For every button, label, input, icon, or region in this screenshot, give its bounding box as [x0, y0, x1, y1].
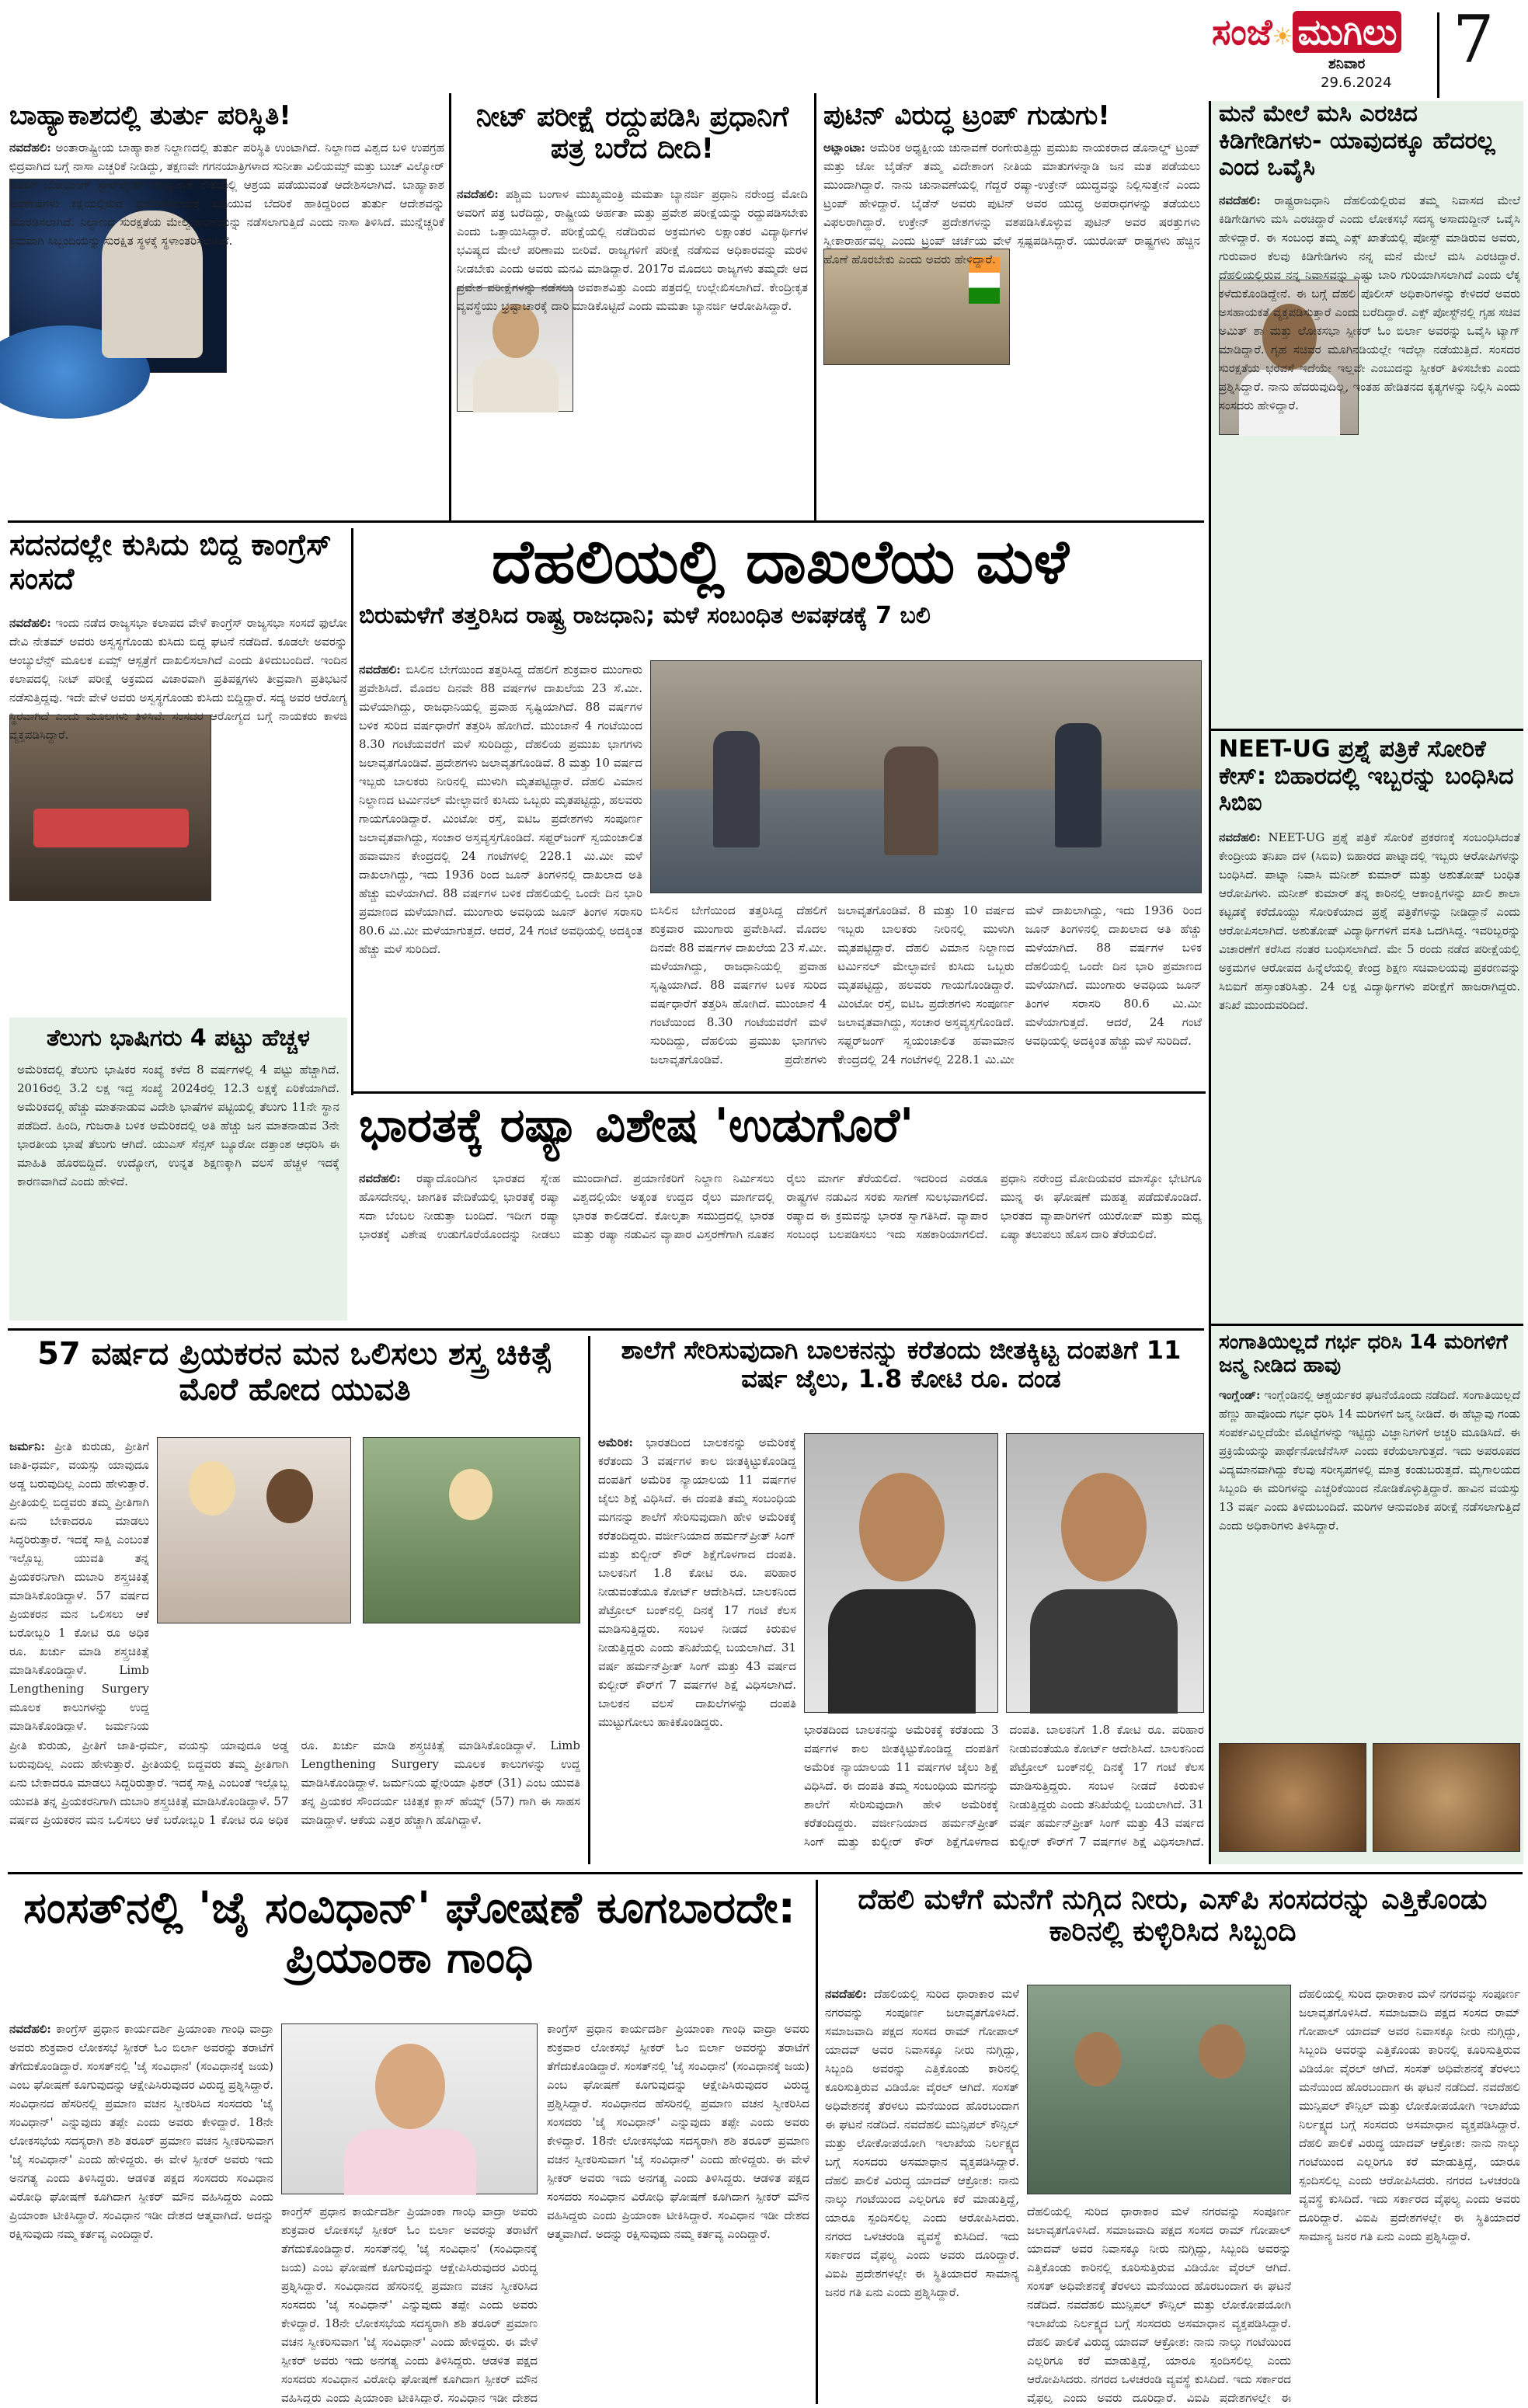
logo-left: ಸಂಜೆ	[1212, 11, 1272, 53]
body-text: ದೆಹಲಿಯಲ್ಲಿ ಸುರಿದ ಧಾರಾಕಾರ ಮಳೆ ನಗರವನ್ನು ಸಂಪೂರ್ಣ ಜಲಾವೃತಗೊಳಿಸಿದೆ. ಸಮಾಜವಾದಿ ಪಕ್ಷದ ಸಂಸದ ರಾಮ್ ಗೋಪಾಲ್ ಯಾದವ್ ಅವರ ನಿವಾಸಕ್ಕೂ ನೀರು ನುಗ್ಗಿದ್ದು, ಸಿಬ್ಬಂದಿ ಅವರನ್ನು ಎತ್ತಿಕೊಂಡು ಕಾರಿನಲ್ಲಿ ಕೂರಿಸುತ್ತಿರುವ ವಿಡಿಯೋ ವೈರಲ್ ಆಗಿದೆ. ಸಂಸತ್ ಅಧಿವೇಶನಕ್ಕೆ ತೆರಳಲು ಮನೆಯಿಂದ ಹೊರಬಂದಾಗ ಈ ಘಟನೆ ನಡೆದಿದೆ. ನವದೆಹಲಿ ಮುನ್ಸಿಪಲ್ ಕೌನ್ಸಿಲ್ ಮತ್ತು ಲೋಕೋಪಯೋಗಿ ಇಲಾಖೆಯ ನಿರ್ಲಕ್ಷ್ಯದ ಬಗ್ಗೆ ಸಂಸದರು ಅಸಮಾಧಾನ ವ್ಯಕ್ತಪಡಿಸಿದ್ದಾರೆ. ದೆಹಲಿ ಪಾಲಿಕೆ ವಿರುದ್ಧ ಯಾದವ್ ಆಕ್ರೋಶ: ನಾನು ನಾಲ್ಕು ಗಂಟೆಯಿಂದ ಎಲ್ಲರಿಗೂ ಕರೆ ಮಾಡುತ್ತಿದ್ದೆ, ಯಾರೂ ಸ್ಪಂದಿಸಲಿಲ್ಲ ಎಂದು ಆರೋಪಿಸಿದರು. ನಗರದ ಒಳಚರಂಡಿ ವ್ಯವಸ್ಥೆ ಕುಸಿದಿದೆ. ಇದು ಸರ್ಕಾರದ ವೈಫಲ್ಯ ಎಂದು ಅವರು ದೂರಿದ್ದಾರೆ. ವಿಐಪಿ ಪ್ರದೇಶಗಳಲ್ಲೇ ಈ	[1027, 2204, 1291, 2404]
person-head	[1199, 2024, 1245, 2079]
article-body	[1219, 828, 1520, 1319]
column-rule	[351, 528, 353, 1095]
person-body	[828, 1589, 976, 1714]
snake-photo-1	[1219, 1743, 1366, 1852]
sidebar	[1209, 101, 1523, 1864]
article-body-continued	[650, 901, 1202, 1087]
headline: NEET-UG ಪ್ರಶ್ನೆ ಪತ್ರಿಕೆ ಸೋರಿಕೆ ಕೇಸ್: ಬಿಹಾರದಲ್ಲಿ ಇಬ್ಬರನ್ನು ಬಂಧಿಸಿದ ಸಿಬಿಐ	[1219, 736, 1514, 816]
article-body-continued	[281, 2202, 538, 2404]
article-telugu	[9, 1018, 347, 1321]
article-body	[598, 1433, 796, 1864]
dateline: ನವದೆಹಲಿ:	[9, 141, 51, 155]
person-body	[344, 2129, 476, 2195]
priyanka-photo	[281, 2023, 538, 2194]
couple-photo	[157, 1437, 351, 1623]
article-couple	[598, 1336, 1204, 1864]
person-head	[189, 1461, 235, 1515]
article-congress-mp	[9, 528, 347, 1014]
article-body	[359, 1169, 1202, 1324]
article-space	[9, 101, 444, 517]
masthead-date: 29.6.2024	[1321, 75, 1392, 91]
article-sp-mp	[825, 1884, 1520, 2404]
headline: ಭಾರತಕ್ಕೆ ರಷ್ಯಾ ವಿಶೇಷ 'ಉಡುಗೊರೆ'	[359, 1098, 914, 1153]
people-silhouette	[1055, 723, 1102, 847]
article-body	[9, 138, 444, 517]
headline: 57 ವರ್ಷದ ಪ್ರಿಯಕರನ ಮನ ಒಲಿಸಲು ಶಸ್ತ್ರ ಚಿಕಿತ್ಸೆ ಮೊರೆ ಹೋದ ಯುವತಿ	[37, 1336, 552, 1408]
row-rule	[1211, 729, 1523, 731]
article-body: ಅಮೆರಿಕದಲ್ಲಿ ತೆಲುಗು ಭಾಷಿಕರ ಸಂಖ್ಯೆ ಕಳೆದ 8 ವರ್ಷಗಳಲ್ಲಿ 4 ಪಟ್ಟು ಹೆಚ್ಚಾಗಿದೆ. 2016ರಲ್ಲಿ 3.2 ಲಕ್ಷ ಇದ್ದ ಸಂಖ್ಯೆ 2024ರಲ್ಲಿ 12.3 ಲಕ್ಷಕ್ಕೆ ಏರಿಕೆಯಾಗಿದೆ. ಅಮೆರಿಕದಲ್ಲಿ ಹೆಚ್ಚು ಮಾತನಾಡುವ ವಿದೇಶಿ ಭಾಷೆಗಳ ಪಟ್ಟಿಯಲ್ಲಿ ತೆಲುಗು 11ನೇ ಸ್ಥಾನ ಪಡೆದಿದೆ. ಹಿಂದಿ, ಗುಜರಾತಿ ಬಳಿಕ ಅಮೆರಿಕದಲ್ಲಿ ಅತಿ ಹೆಚ್ಚು ಜನ ಮಾತನಾಡುವ 3ನೇ ಭಾರತೀಯ ಭಾಷೆ ತೆಲುಗು ಆಗಿದೆ. ಯುಎಸ್ ಸೆನ್ಸಸ್ ಬ್ಯೂರೋ ದತ್ತಾಂಶ ಆಧರಿಸಿ ಈ ಮಾಹಿತಿ ಹೊರಬಿದ್ದಿದೆ. ಉದ್ಯೋಗ, ಉನ್ನತ ಶಿಕ್ಷಣಕ್ಕಾಗಿ ವಲಸೆ ಹೆಚ್ಚಳ ಇದಕ್ಕೆ ಕಾರಣವಾಗಿದೆ ಎಂದು ಹೇಳಿದೆ.	[17, 1062, 339, 1188]
headline: ಶಾಲೆಗೆ ಸೇರಿಸುವುದಾಗಿ ಬಾಲಕನನ್ನು ಕರೆತಂದು ಜೀತಕ್ಕಿಟ್ಟ ದಂಪತಿಗೆ 11 ವರ್ಷ ಜೈಲು, 1.8 ಕೋಟಿ ರೂ. ದಂಡ	[621, 1335, 1182, 1394]
headline: ಪುಟಿನ್ ವಿರುದ್ಧ ಟ್ರಂಪ್ ಗುಡುಗು!	[823, 100, 1110, 131]
article-pregnant	[1219, 1331, 1520, 1860]
body-text: ಪಶ್ಚಿಮ ಬಂಗಾಳ ಮುಖ್ಯಮಂತ್ರಿ ಮಮತಾ ಬ್ಯಾನರ್ಜಿ ಪ್ರಧಾನಿ ನರೇಂದ್ರ ಮೋದಿ ಅವರಿಗೆ ಪತ್ರ ಬರೆದಿದ್ದು, ರಾಷ್ಟ್ರೀಯ ಅರ್ಹತಾ ಮತ್ತು ಪ್ರವೇಶ ಪರೀಕ್ಷೆಯನ್ನು ರದ್ದುಪಡಿಸಬೇಕು ಎಂದು ಒತ್ತಾಯಿಸಿದ್ದಾರೆ. ಪರೀಕ್ಷೆಯಲ್ಲಿ ನಡೆದಿರುವ ಅಕ್ರಮಗಳು ಲಕ್ಷಾಂತರ ವಿದ್ಯಾರ್ಥಿಗಳ ಭವಿಷ್ಯದ ಮೇಲೆ ಪರಿಣಾಮ ಬೀರಿವೆ. ರಾಜ್ಯಗಳಿಗೆ ಪರೀಕ್ಷೆ ನಡೆಸುವ ಅಧಿಕಾರವನ್ನು ಮರಳಿ ನೀಡಬೇಕು ಎಂದು ಅವರು ಮನವಿ ಮಾಡಿದ್ದಾರೆ. 2017ರ ಮೊದಲು ರಾಜ್ಯಗಳು ತಮ್ಮದೇ ಆದ ಪ್ರವೇಶ ಪರೀಕ್ಷೆಗಳನ್ನು ನಡೆಸಲು ಅವಕಾಶವಿತ್ತು ಎಂದು ಪತ್ರದಲ್ಲಿ ಉಲ್ಲೇಖಿಸಲಾಗಿದೆ. ಕೇಂದ್ರೀಕೃತ ವ್ಯವಸ್ಥೆಯು ಭ್ರಷ್ಟಾಚಾರಕ್ಕೆ ದಾರಿ ಮಾಡಿಕೊಟ್ಟಿದೆ ಎಂದು ಮಮತಾ ಬ್ಯಾನರ್ಜಿ ಆರೋಪಿಸಿದ್ದಾರೆ.	[457, 187, 808, 313]
people-silhouette	[884, 746, 938, 855]
masthead-divider	[1437, 12, 1439, 98]
article-body	[1219, 191, 1520, 652]
article-body	[1219, 1386, 1520, 1735]
headline: ತೆಲುಗು ಭಾಷಿಗರು 4 ಪಟ್ಟು ಹೆಚ್ಚಳ	[47, 1025, 310, 1052]
article-priyanka	[9, 1884, 809, 2404]
body-text: ಇಂಗ್ಲೆಂಡಿನಲ್ಲಿ ಆಶ್ಚರ್ಯಕರ ಘಟನೆಯೊಂದು ನಡೆದಿದೆ. ಸಂಗಾತಿಯಿಲ್ಲದೆ ಹೆಣ್ಣು ಹಾವೊಂದು ಗರ್ಭ ಧರಿಸಿ 14 ಮರಿಗಳಿಗೆ ಜನ್ಮ ನೀಡಿದೆ. ಈ ಹೆಬ್ಬಾವು ಗಂಡು ಸಂಪರ್ಕವಿಲ್ಲದೆಯೇ ಮೊಟ್ಟೆಗಳನ್ನು ಇಟ್ಟಿದ್ದು ವಿಜ್ಞಾನಿಗಳಿಗೆ ಅಚ್ಚರಿ ಮೂಡಿಸಿದೆ. ಈ ಪ್ರಕ್ರಿಯೆಯನ್ನು ಪಾರ್ಥೆನೋಜೆನೆಸಿಸ್ ಎಂದು ಕರೆಯಲಾಗುತ್ತದೆ. ಇದು ಅಪರೂಪದ ವಿದ್ಯಮಾನವಾಗಿದ್ದು ಕೆಲವು ಸರೀಸೃಪಗಳಲ್ಲಿ ಮಾತ್ರ ಕಂಡುಬರುತ್ತದೆ. ಮೃಗಾಲಯದ ಸಿಬ್ಬಂದಿ ಈ ಮರಿಗಳನ್ನು ಎಚ್ಚರಿಕೆಯಿಂದ ನೋಡಿಕೊಳ್ಳುತ್ತಿದ್ದಾರೆ. ಹಾವಿನ ವಯಸ್ಸು 13 ವರ್ಷ ಎಂದು ತಿಳಿದುಬಂದಿದೆ. ಮರಿಗಳ ಆನುವಂಶಿಕ ಪರೀಕ್ಷೆ ನಡೆಸಲಾಗುತ್ತಿದೆ ಎಂದು ಅಧಿಕಾರಿಗಳು ತಿಳಿಸಿದ್ದಾರೆ.	[1219, 1388, 1520, 1533]
article-putin	[823, 101, 1200, 517]
headline: ಮನೆ ಮೇಲೆ ಮಸಿ ಎರಚಿದ ಕಿಡಿಗೇಡಿಗಳು- ಯಾವುದಕ್ಕೂ ಹೆದರಲ್ಲ ಎಂದ ಒವೈಸಿ	[1219, 100, 1495, 181]
body-text: ಬಿಸಿಲಿನ ಬೇಗೆಯಿಂದ ತತ್ತರಿಸಿದ್ದ ದೆಹಲಿಗೆ ಶುಕ್ರವಾರ ಮುಂಗಾರು ಪ್ರವೇಶಿಸಿದೆ. ಮೊದಲ ದಿನವೇ 88 ವರ್ಷಗಳ ದಾಖಲೆಯ 23 ಸೆ.ಮೀ. ಮಳೆಯಾಗಿದ್ದು, ರಾಜಧಾನಿಯಲ್ಲಿ ಪ್ರವಾಹ ಸೃಷ್ಟಿಯಾಗಿದೆ. 88 ವರ್ಷಗಳ ಬಳಿಕ ಸುರಿದ ವರ್ಷಧಾರೆಗೆ ತತ್ತರಿಸಿ ಹೋಗಿದೆ. ಮುಂಜಾನೆ 4 ಗಂಟೆಯಿಂದ 8.30 ಗಂಟೆಯವರೆಗೆ ಮಳೆ ಸುರಿದಿದ್ದು, ದೆಹಲಿಯ ಪ್ರಮುಖ ಭಾಗಗಳು ಜಲಾವೃತಗೊಂಡಿವೆ. ಪ್ರದೇಶಗಳು ಜಲಾವೃತಗೊಂಡಿವೆ. 8 ಮತ್ತು 10 ವರ್ಷದ ಇಬ್ಬರು ಬಾಲಕರು ನೀರಿನಲ್ಲಿ ಮುಳುಗಿ ಮೃತಪಟ್ಟಿದ್ದಾರೆ. ದೆಹಲಿ ವಿಮಾನ ನಿಲ್ದಾಣದ ಟರ್ಮಿನಲ್ ಮೇಲ್ಛಾವಣಿ ಕುಸಿದು ಒಬ್ಬರು ಮೃತಪಟ್ಟಿದ್ದು, ಹಲವರು ಗಾಯಗೊಂಡಿದ್ದಾರೆ. ಮಿಂಟೋ ರಸ್ತೆ, ಐಟಿಒ ಪ್ರದೇಶಗಳು ಸಂಪೂರ್ಣ ಜಲಾವೃತವಾಗಿದ್ದು, ಸಂಚಾರ ಅಸ್ತವ್ಯಸ್ತಗೊಂಡಿದೆ. ಸಫ್ದರ್‌ಜಂಗ್ ಸ್ವಯಂಚಾಲಿತ ಹವಾಮಾನ ಕೇಂದ್ರದಲ್ಲಿ 24 ಗಂಟೆಗಳಲ್ಲಿ 228.1 ಮಿ.ಮೀ ಮಳೆ ದಾಖಲಾಗಿದ್ದು, ಇದು 1936 ರಿಂದ ಜೂನ್ ತಿಂಗಳಿನಲ್ಲಿ ದಾಖಲಾದ ಅತಿ ಹೆಚ್ಚು ಮಳೆಯಾಗಿದೆ. 88 ವರ್ಷಗಳ ಬಳಿಕ ದೆಹಲಿಯಲ್ಲಿ ಒಂದೇ ದಿನ ಭಾರಿ ಪ್ರಮಾಣದ ಮಳೆಯಾಗಿದೆ. ಮುಂಗಾರು ಅವಧಿಯ ಜೂನ್ ತಿಂಗಳ ಸರಾಸರಿ 80.6 ಮಿ.ಮೀ ಮಳೆಯಾಗುತ್ತದೆ. ಆದರೆ, 24 ಗಂಟೆ ಅವಧಿಯಲ್ಲಿ ಅದಕ್ಕಿಂತ ಹೆಚ್ಚು ಮಳೆ ಸುರಿದಿದೆ.	[650, 903, 1202, 1067]
body-text: ರಷ್ಯಾದೊಂದಿಗಿನ ಭಾರತದ ಸ್ನೇಹ ಹೊಸದೇನಲ್ಲ. ಜಾಗತಿಕ ವೇದಿಕೆಯಲ್ಲಿ ಭಾರತಕ್ಕೆ ರಷ್ಯಾ ಸದಾ ಬೆಂಬಲ ನೀಡುತ್ತಾ ಬಂದಿದೆ. ಇದೀಗ ರಷ್ಯಾ ಭಾರತಕ್ಕೆ ವಿಶೇಷ ಉಡುಗೊರೆಯೊಂದನ್ನು ನೀಡಲು ಮುಂದಾಗಿದೆ. ಪ್ರಯಾಣಿಕರಿಗೆ ನಿಲ್ದಾಣ ನಿರ್ಮಿಸಲು ವಿಶ್ವದಲ್ಲಿಯೇ ಅತ್ಯಂತ ಉದ್ದದ ರೈಲು ಮಾರ್ಗದಲ್ಲಿ ಭಾರತ ಕಾಲಿಡಲಿದೆ. ಕೋಲ್ಕತಾ ಸಮುದ್ರದಲ್ಲಿ ಭಾರತ ಮತ್ತು ರಷ್ಯಾ ನಡುವಿನ ವ್ಯಾಪಾರ ವಿಸ್ತರಣೆಗಾಗಿ ನೂತನ ರೈಲು ಮಾರ್ಗ ತೆರೆಯಲಿದೆ. ಇದರಿಂದ ಎರಡೂ ರಾಷ್ಟ್ರಗಳ ನಡುವಿನ ಸರಕು ಸಾಗಣೆ ಸುಲಭವಾಗಲಿದೆ. ರಷ್ಯಾದ ಈ ಕ್ರಮವನ್ನು ಭಾರತ ಸ್ವಾಗತಿಸಿದೆ. ವ್ಯಾಪಾರ ಸಂಬಂಧ ಬಲಪಡಿಸಲು ಇದು ಸಹಕಾರಿಯಾಗಲಿದೆ. ಪ್ರಧಾನಿ ನರೇಂದ್ರ ಮೋದಿಯವರ ಮಾಸ್ಕೋ ಭೇಟಿಗೂ ಮುನ್ನ ಈ ಘೋಷಣೆ ಮಹತ್ವ ಪಡೆದುಕೊಂಡಿದೆ. ಭಾರತದ ವ್ಯಾಪಾರಿಗಳಿಗೆ ಯುರೋಪ್ ಮತ್ತು ಮಧ್ಯ ಏಷ್ಯಾ ತಲುಪಲು ಹೊಸ ದಾರಿ ತೆರೆಯಲಿದೆ.	[359, 1171, 1202, 1241]
person-body	[1030, 1589, 1178, 1714]
dateline: ನವದೆಹಲಿ:	[9, 2022, 51, 2036]
body-text: ಇಂದು ನಡೆದ ರಾಜ್ಯಸಭಾ ಕಲಾಪದ ವೇಳೆ ಕಾಂಗ್ರೆಸ್ ರಾಜ್ಯಸಭಾ ಸಂಸದೆ ಫುಲೋ ದೇವಿ ನೇತಮ್ ಅವರು ಅಸ್ವಸ್ಥಗೊಂಡು ಕುಸಿದು ಬಿದ್ದ ಘಟನೆ ನಡೆದಿದೆ. ಕೂಡಲೇ ಅವರನ್ನು ಆಂಬ್ಯುಲೆನ್ಸ್ ಮೂಲಕ ಏಮ್ಸ್ ಆಸ್ಪತ್ರೆಗೆ ದಾಖಲಿಸಲಾಗಿದೆ ಎಂದು ತಿಳಿದುಬಂದಿದೆ. ಇಂದಿನ ಕಲಾಪದಲ್ಲಿ ನೀಟ್ ಪರೀಕ್ಷೆ ಅಕ್ರಮದ ವಿಚಾರವಾಗಿ ಪ್ರತಿಪಕ್ಷಗಳು ತೀವ್ರವಾಗಿ ಪ್ರತಿಭಟನೆ ನಡೆಸುತ್ತಿದ್ದವು. ಇದೇ ವೇಳೆ ಅವರು ಅಸ್ವಸ್ಥಗೊಂಡು ಕುಸಿದು ಬಿದ್ದಿದ್ದಾರೆ. ಸದ್ಯ ಅವರ ಆರೋಗ್ಯ ಸ್ಥಿರವಾಗಿದೆ ಎಂದು ಮೂಲಗಳು ತಿಳಿಸಿವೆ. ಸಂಸದರ ಆರೋಗ್ಯದ ಬಗ್ಗೆ ನಾಯಕರು ಕಾಳಜಿ ವ್ಯಕ್ತಪಡಿಸಿದ್ದಾರೆ.	[9, 616, 347, 742]
dateline: ನವದೆಹಲಿ:	[1219, 830, 1261, 844]
dateline: ನವದೆಹಲಿ:	[359, 1171, 401, 1185]
column-rule	[814, 93, 816, 520]
article-body	[9, 614, 347, 1014]
person-head	[1061, 1473, 1147, 1582]
article-body	[825, 1985, 1019, 2404]
man-mugshot	[804, 1433, 998, 1713]
headline: ದೆಹಲಿ ಮಳೆಗೆ ಮನೆಗೆ ನುಗ್ಗಿದ ನೀರು, ಎಸ್‌ಪಿ ಸಂಸದರನ್ನು ಎತ್ತಿಕೊಂಡು ಕಾರಿನಲ್ಲಿ ಕುಳ್ಳಿರಿಸಿದ ಸಿಬ್ಬಂದಿ	[858, 1884, 1488, 1948]
dateline: ಇಂಗ್ಲೆಂಡ್:	[1219, 1388, 1261, 1402]
subheadline: ಬಿರುಮಳೆಗೆ ತತ್ತರಿಸಿದ ರಾಷ್ಟ್ರ ರಾಜಧಾನಿ; ಮಳೆ ಸಂಬಂಧಿತ ಅವಘಡಕ್ಕೆ 7 ಬಲಿ	[359, 601, 931, 629]
body-text: ಭಾರತದಿಂದ ಬಾಲಕನನ್ನು ಅಮೆರಿಕಕ್ಕೆ ಕರೆತಂದು 3 ವರ್ಷಗಳ ಕಾಲ ಜೀತಕ್ಕಿಟ್ಟುಕೊಂಡಿದ್ದ ದಂಪತಿಗೆ ಅಮೆರಿಕ ನ್ಯಾಯಾಲಯ 11 ವರ್ಷಗಳ ಜೈಲು ಶಿಕ್ಷೆ ವಿಧಿಸಿದೆ. ಈ ದಂಪತಿ ತಮ್ಮ ಸಂಬಂಧಿಯ ಮಗನನ್ನು ಶಾಲೆಗೆ ಸೇರಿಸುವುದಾಗಿ ಹೇಳಿ ಅಮೆರಿಕಕ್ಕೆ ಕರೆತಂದಿದ್ದರು. ವರ್ಜೀನಿಯಾದ ಹರ್ಮನ್‌ಪ್ರೀತ್ ಸಿಂಗ್ ಮತ್ತು ಕುಲ್ಬೀರ್ ಕೌರ್ ಶಿಕ್ಷೆಗೊಳಗಾದ ದಂಪತಿ. ಬಾಲಕನಿಗೆ 1.8 ಕೋಟಿ ರೂ. ಪರಿಹಾರ ನೀಡುವಂತೆಯೂ ಕೋರ್ಟ್ ಆದೇಶಿಸಿದೆ. ಬಾಲಕನಿಂದ ಪೆಟ್ರೋಲ್ ಬಂಕ್‌ನಲ್ಲಿ ದಿನಕ್ಕೆ 17 ಗಂಟೆ ಕೆಲಸ ಮಾಡಿಸುತ್ತಿದ್ದರು. ಸಂಬಳ ನೀಡದೆ ಕಿರುಕುಳ ನೀಡುತ್ತಿದ್ದರು ಎಂದು ತನಿಖೆಯಲ್ಲಿ ಬಯಲಾಗಿದೆ. 31 ವರ್ಷ ಹರ್ಮನ್‌ಪ್ರೀತ್ ಸಿಂಗ್ ಮತ್ತು 43 ವರ್ಷದ ಕುಲ್ಬೀರ್ ಕೌರ್‌ಗೆ 7 ವರ್ಷಗಳ ಶಿಕ್ಷೆ ವಿಧಿಸಲಾಗಿದೆ. ಬಾಲಕನ ವಲಸೆ ದಾಖಲೆಗಳನ್ನು ದಂಪತಿ ಮುಟ್ಟುಗೋಲು ಹಾಕಿಕೊಂಡಿದ್ದರು.	[598, 1435, 796, 1729]
person-head	[1074, 2032, 1121, 2086]
headline: ಸಂಸತ್‌ನಲ್ಲಿ 'ಜೈ ಸಂವಿಧಾನ್' ಘೋಷಣೆ ಕೂಗಬಾರದೇ: ಪ್ರಿಯಾಂಕಾ ಗಾಂಧಿ	[23, 1883, 795, 1984]
people-silhouette	[713, 731, 760, 847]
masthead	[1196, 2, 1523, 98]
dateline: ಅಟ್ಲಾಂಟಾ:	[823, 141, 866, 155]
headline: ಸದನದಲ್ಲೇ ಕುಸಿದು ಬಿದ್ದ ಕಾಂಗ್ರೆಸ್ ಸಂಸದೆ	[9, 527, 332, 596]
body-text: ಪ್ರೀತಿ ಕುರುಡು, ಪ್ರೀತಿಗೆ ಜಾತಿ-ಧರ್ಮ, ವಯಸ್ಸು ಯಾವುದೂ ಅಡ್ಡ ಬರುವುದಿಲ್ಲ ಎಂದು ಹೇಳುತ್ತಾರೆ. ಪ್ರೀತಿಯಲ್ಲಿ ಬಿದ್ದವರು ತಮ್ಮ ಪ್ರೀತಿಗಾಗಿ ಏನು ಬೇಕಾದರೂ ಮಾಡಲು ಸಿದ್ಧರಿರುತ್ತಾರೆ. ಇದಕ್ಕೆ ಸಾಕ್ಷಿ ಎಂಬಂತೆ ಇಲ್ಲೊಬ್ಬ ಯುವತಿ ತನ್ನ ಪ್ರಿಯಕರನಿಗಾಗಿ ದುಬಾರಿ ಶಸ್ತ್ರಚಿಕಿತ್ಸೆ ಮಾಡಿಸಿಕೊಂಡಿದ್ದಾಳೆ. 57 ವರ್ಷದ ಪ್ರಿಯಕರನ ಮನ ಒಲಿಸಲು ಆಕೆ ಬರೋಬ್ಬರಿ 1 ಕೋಟಿ ರೂ ಅಧಿಕ ರೂ. ಖರ್ಚು ಮಾಡಿ ಶಸ್ತ್ರಚಿಕಿತ್ಸೆ ಮಾಡಿಸಿಕೊಂಡಿದ್ದಾಳೆ. Limb Lengthening Surgery ಮೂಲಕ ಕಾಲುಗಳನ್ನು ಉದ್ದ ಮಾಡಿಸಿಕೊಂಡಿದ್ದಾಳೆ. ಜರ್ಮನಿಯ	[9, 1439, 149, 1732]
masthead-logo	[1212, 11, 1401, 54]
article-body-continued	[804, 1721, 1204, 1864]
dateline: ನವದೆಹಲಿ:	[825, 1987, 867, 2001]
body-text: ಭಾರತದಿಂದ ಬಾಲಕನನ್ನು ಅಮೆರಿಕಕ್ಕೆ ಕರೆತಂದು 3 ವರ್ಷಗಳ ಕಾಲ ಜೀತಕ್ಕಿಟ್ಟುಕೊಂಡಿದ್ದ ದಂಪತಿಗೆ ಅಮೆರಿಕ ನ್ಯಾಯಾಲಯ 11 ವರ್ಷಗಳ ಜೈಲು ಶಿಕ್ಷೆ ವಿಧಿಸಿದೆ. ಈ ದಂಪತಿ ತಮ್ಮ ಸಂಬಂಧಿಯ ಮಗನನ್ನು ಶಾಲೆಗೆ ಸೇರಿಸುವುದಾಗಿ ಹೇಳಿ ಅಮೆರಿಕಕ್ಕೆ ಕರೆತಂದಿದ್ದರು. ವರ್ಜೀನಿಯಾದ ಹರ್ಮನ್‌ಪ್ರೀತ್ ಸಿಂಗ್ ಮತ್ತು ಕುಲ್ಬೀರ್ ಕೌರ್ ಶಿಕ್ಷೆಗೊಳಗಾದ ದಂಪತಿ. ಬಾಲಕನಿಗೆ 1.8 ಕೋಟಿ ರೂ. ಪರಿಹಾರ ನೀಡುವಂತೆಯೂ ಕೋರ್ಟ್ ಆದೇಶಿಸಿದೆ. ಬಾಲಕನಿಂದ ಪೆಟ್ರೋಲ್ ಬಂಕ್‌ನಲ್ಲಿ ದಿನಕ್ಕೆ 17 ಗಂಟೆ ಕೆಲಸ ಮಾಡಿಸುತ್ತಿದ್ದರು. ಸಂಬಳ ನೀಡದೆ ಕಿರುಕುಳ ನೀಡುತ್ತಿದ್ದರು ಎಂದು ತನಿಖೆಯಲ್ಲಿ ಬಯಲಾಗಿದೆ. 31 ವರ್ಷ ಹರ್ಮನ್‌ಪ್ರೀತ್ ಸಿಂಗ್ ಮತ್ತು 43 ವರ್ಷದ ಕುಲ್ಬೀರ್ ಕೌರ್‌ಗೆ 7 ವರ್ಷಗಳ ಶಿಕ್ಷೆ ವಿಧಿಸಲಾಗಿದೆ.	[804, 1723, 1204, 1849]
headline: ಬಾಹ್ಯಾಕಾಶದಲ್ಲಿ ತುರ್ತು ಪರಿಸ್ಥಿತಿ!	[9, 100, 291, 131]
dateline: ನವದೆಹಲಿ:	[9, 616, 51, 630]
sp-mp-photo	[1027, 1985, 1291, 2194]
body-text: ದೆಹಲಿಯಲ್ಲಿ ಸುರಿದ ಧಾರಾಕಾರ ಮಳೆ ನಗರವನ್ನು ಸಂಪೂರ್ಣ ಜಲಾವೃತಗೊಳಿಸಿದೆ. ಸಮಾಜವಾದಿ ಪಕ್ಷದ ಸಂಸದ ರಾಮ್ ಗೋಪಾಲ್ ಯಾದವ್ ಅವರ ನಿವಾಸಕ್ಕೂ ನೀರು ನುಗ್ಗಿದ್ದು, ಸಿಬ್ಬಂದಿ ಅವರನ್ನು ಎತ್ತಿಕೊಂಡು ಕಾರಿನಲ್ಲಿ ಕೂರಿಸುತ್ತಿರುವ ವಿಡಿಯೋ ವೈರಲ್ ಆಗಿದೆ. ಸಂಸತ್ ಅಧಿವೇಶನಕ್ಕೆ ತೆರಳಲು ಮನೆಯಿಂದ ಹೊರಬಂದಾಗ ಈ ಘಟನೆ ನಡೆದಿದೆ. ನವದೆಹಲಿ ಮುನ್ಸಿಪಲ್ ಕೌನ್ಸಿಲ್ ಮತ್ತು ಲೋಕೋಪಯೋಗಿ ಇಲಾಖೆಯ ನಿರ್ಲಕ್ಷ್ಯದ ಬಗ್ಗೆ ಸಂಸದರು ಅಸಮಾಧಾನ ವ್ಯಕ್ತಪಡಿಸಿದ್ದಾರೆ. ದೆಹಲಿ ಪಾಲಿಕೆ ವಿರುದ್ಧ ಯಾದವ್ ಆಕ್ರೋಶ: ನಾನು ನಾಲ್ಕು ಗಂಟೆಯಿಂದ ಎಲ್ಲರಿಗೂ ಕರೆ ಮಾಡುತ್ತಿದ್ದೆ, ಯಾರೂ ಸ್ಪಂದಿಸಲಿಲ್ಲ ಎಂದು ಆರೋಪಿಸಿದರು. ನಗರದ ಒಳಚರಂಡಿ ವ್ಯವಸ್ಥೆ ಕುಸಿದಿದೆ. ಇದು ಸರ್ಕಾರದ ವೈಫಲ್ಯ ಎಂದು ಅವರು ದೂರಿದ್ದಾರೆ. ವಿಐಪಿ ಪ್ರದೇಶಗಳಲ್ಲೇ ಈ ಸ್ಥಿತಿಯಾದರೆ ಸಾಮಾನ್ಯ ಜನರ ಗತಿ ಏನು ಎಂದು ಪ್ರಶ್ನಿಸಿದ್ದಾರೆ.	[1299, 1987, 1520, 2243]
wheelchair-photo	[363, 1437, 580, 1623]
logo-right: ಮುಗಿಲು	[1293, 11, 1401, 53]
column-rule	[449, 93, 451, 520]
article-body-continued	[547, 2020, 809, 2404]
headline: ದೆಹಲಿಯಲ್ಲಿ ದಾಖಲೆಯ ಮಳೆ	[491, 527, 1070, 597]
article-surgery	[9, 1336, 580, 1864]
dateline: ಜರ್ಮನಿ:	[9, 1439, 45, 1453]
woman-mugshot	[1006, 1433, 1204, 1713]
snake-photo-2	[1373, 1743, 1520, 1852]
body-text: ಅಮೆರಿಕ ಅಧ್ಯಕ್ಷೀಯ ಚುನಾವಣೆ ರಂಗೇರುತ್ತಿದ್ದು ಪ್ರಮುಖ ನಾಯಕರಾದ ಡೊನಾಲ್ಡ್ ಟ್ರಂಪ್ ಮತ್ತು ಜೋ ಬೈಡೆನ್ ತಮ್ಮ ವಿದೇಶಾಂಗ ನೀತಿಯ ಮಾತುಗಳನ್ನಾಡಿ ಜನ ಮತ ಪಡೆಯಲು ಮುಂದಾಗಿದ್ದಾರೆ. ನಾನು ಚುನಾವಣೆಯಲ್ಲಿ ಗೆದ್ದರೆ ರಷ್ಯಾ-ಉಕ್ರೇನ್ ಯುದ್ಧವನ್ನು ನಿಲ್ಲಿಸುತ್ತೇನೆ ಎಂದು ಟ್ರಂಪ್ ಹೇಳಿದ್ದಾರೆ. ಬೈಡೆನ್ ಅವರು ಪುಟಿನ್ ಅವರ ಯುದ್ಧ ಅಪರಾಧಗಳನ್ನು ತಡೆಯಲು ವಿಫಲರಾಗಿದ್ದಾರೆ. ಉಕ್ರೇನ್ ಪ್ರದೇಶಗಳನ್ನು ವಶಪಡಿಸಿಕೊಳ್ಳುವ ಪುಟಿನ್ ಅವರ ಷರತ್ತುಗಳು ಸ್ವೀಕಾರಾರ್ಹವಲ್ಲ ಎಂದು ಟ್ರಂಪ್ ಚರ್ಚೆಯ ವೇಳೆ ಸ್ಪಷ್ಟಪಡಿಸಿದ್ದಾರೆ. ಯುರೋಪ್ ರಾಷ್ಟ್ರಗಳು ಹೆಚ್ಚಿನ ಹೊಣೆ ಹೊರಬೇಕು ಎಂದು ಅವರು ಹೇಳಿದ್ದಾರೆ.	[823, 141, 1200, 266]
dateline: ನವದೆಹಲಿ:	[1219, 193, 1261, 207]
person-head	[859, 1473, 945, 1582]
page-number: 7	[1453, 2, 1495, 78]
article-body	[823, 138, 1200, 517]
flood-photo	[650, 660, 1202, 893]
article-owaisi	[1219, 101, 1520, 652]
headline: ಸಂಗಾತಿಯಿಲ್ಲದೆ ಗರ್ಭ ಧರಿಸಿ 14 ಮರಿಗಳಿಗೆ ಜನ್ಮ ನೀಡಿದ ಹಾವು	[1219, 1331, 1508, 1377]
body-text: ರಾಷ್ಟ್ರರಾಜಧಾನಿ ದೆಹಲಿಯಲ್ಲಿರುವ ತಮ್ಮ ನಿವಾಸದ ಮೇಲೆ ಕಿಡಿಗೇಡಿಗಳು ಮಸಿ ಎರಚಿದ್ದಾರೆ ಎಂದು ಲೋಕಸಭೆ ಸದಸ್ಯ ಅಸಾದುದ್ದೀನ್ ಒವೈಸಿ ಹೇಳಿದ್ದಾರೆ. ಈ ಸಂಬಂಧ ತಮ್ಮ ಎಕ್ಸ್ ಖಾತೆಯಲ್ಲಿ ಪೋಸ್ಟ್ ಮಾಡಿರುವ ಅವರು, ಗುರುವಾರ ಕೆಲವು ಕಿಡಿಗೇಡಿಗಳು ನನ್ನ ಮನೆ ಮೇಲೆ ಮಸಿ ಎರಚಿದ್ದಾರೆ. ದೆಹಲಿಯಲ್ಲಿರುವ ನನ್ನ ನಿವಾಸವನ್ನು ಎಷ್ಟು ಬಾರಿ ಗುರಿಯಾಗಿಸಲಾಗಿದೆ ಎಂದು ಲೆಕ್ಕ ಕಳೆದುಕೊಂಡಿದ್ದೇನೆ. ಈ ಬಗ್ಗೆ ದೆಹಲಿ ಪೊಲೀಸ್ ಅಧಿಕಾರಿಗಳನ್ನು ಕೇಳಿದರೆ ಅವರು ಅಸಹಾಯಕತೆ ವ್ಯಕ್ತಪಡಿಸುತ್ತಾರೆ ಎಂದು ಬರೆದಿದ್ದಾರೆ. ಎಕ್ಸ್ ಪೋಸ್ಟ್‌ನಲ್ಲಿ ಗೃಹ ಸಚಿವ ಅಮಿತ್ ಶಾ ಮತ್ತು ಲೋಕಸಭಾ ಸ್ಪೀಕರ್ ಓಂ ಬಿರ್ಲಾ ಅವರನ್ನು ಒವೈಸಿ ಟ್ಯಾಗ್ ಮಾಡಿದ್ದಾರೆ. ಗೃಹ ಸಚಿವರ ಮೂಗಿನಡಿಯಲ್ಲೇ ಇದೆಲ್ಲಾ ನಡೆಯುತ್ತಿದೆ. ಸಂಸದರ ಸುರಕ್ಷತೆಯ ಭರವಸೆ ಇದೆಯೇ ಇಲ್ಲವೇ ಎಂಬುದನ್ನು ಸ್ಪೀಕರ್ ತಿಳಿಸಬೇಕು ಎಂದು ಪ್ರಶ್ನಿಸಿದ್ದಾರೆ. ನಾನು ಹೆದರುವುದಿಲ್ಲ, ಇಂತಹ ಹೇಡಿತನದ ಕೃತ್ಯಗಳನ್ನು ನಿಲ್ಲಿಸಿ ಎಂದು ಸಂಸದರು ಹೇಳಿದ್ದಾರೆ.	[1219, 193, 1520, 412]
body-text: ದೆಹಲಿಯಲ್ಲಿ ಸುರಿದ ಧಾರಾಕಾರ ಮಳೆ ನಗರವನ್ನು ಸಂಪೂರ್ಣ ಜಲಾವೃತಗೊಳಿಸಿದೆ. ಸಮಾಜವಾದಿ ಪಕ್ಷದ ಸಂಸದ ರಾಮ್ ಗೋಪಾಲ್ ಯಾದವ್ ಅವರ ನಿವಾಸಕ್ಕೂ ನೀರು ನುಗ್ಗಿದ್ದು, ಸಿಬ್ಬಂದಿ ಅವರನ್ನು ಎತ್ತಿಕೊಂಡು ಕಾರಿನಲ್ಲಿ ಕೂರಿಸುತ್ತಿರುವ ವಿಡಿಯೋ ವೈರಲ್ ಆಗಿದೆ. ಸಂಸತ್ ಅಧಿವೇಶನಕ್ಕೆ ತೆರಳಲು ಮನೆಯಿಂದ ಹೊರಬಂದಾಗ ಈ ಘಟನೆ ನಡೆದಿದೆ. ನವದೆಹಲಿ ಮುನ್ಸಿಪಲ್ ಕೌನ್ಸಿಲ್ ಮತ್ತು ಲೋಕೋಪಯೋಗಿ ಇಲಾಖೆಯ ನಿರ್ಲಕ್ಷ್ಯದ ಬಗ್ಗೆ ಸಂಸದರು ಅಸಮಾಧಾನ ವ್ಯಕ್ತಪಡಿಸಿದ್ದಾರೆ. ದೆಹಲಿ ಪಾಲಿಕೆ ವಿರುದ್ಧ ಯಾದವ್ ಆಕ್ರೋಶ: ನಾನು ನಾಲ್ಕು ಗಂಟೆಯಿಂದ ಎಲ್ಲರಿಗೂ ಕರೆ ಮಾಡುತ್ತಿದ್ದೆ, ಯಾರೂ ಸ್ಪಂದಿಸಲಿಲ್ಲ ಎಂದು ಆರೋಪಿಸಿದರು. ನಗರದ ಒಳಚರಂಡಿ ವ್ಯವಸ್ಥೆ ಕುಸಿದಿದೆ. ಇದು ಸರ್ಕಾರದ ವೈಫಲ್ಯ ಎಂದು ಅವರು ದೂರಿದ್ದಾರೆ. ವಿಐಪಿ ಪ್ರದೇಶಗಳಲ್ಲೇ ಈ ಸ್ಥಿತಿಯಾದರೆ ಸಾಮಾನ್ಯ ಜನರ ಗತಿ ಏನು ಎಂದು ಪ್ರಶ್ನಿಸಿದ್ದಾರೆ.	[825, 1987, 1019, 2299]
row-rule	[351, 1091, 1206, 1094]
person-head	[266, 1469, 313, 1523]
column-rule	[816, 1880, 818, 2404]
article-body	[9, 2020, 273, 2404]
column-rule	[588, 1336, 590, 1864]
row-rule	[1211, 1324, 1523, 1326]
body-text: ಕಾಂಗ್ರೆಸ್ ಪ್ರಧಾನ ಕಾರ್ಯದರ್ಶಿ ಪ್ರಿಯಾಂಕಾ ಗಾಂಧಿ ವಾದ್ರಾ ಅವರು ಶುಕ್ರವಾರ ಲೋಕಸಭೆ ಸ್ಪೀಕರ್ ಓಂ ಬಿರ್ಲಾ ಅವರನ್ನು ತರಾಟೆಗೆ ತೆಗೆದುಕೊಂಡಿದ್ದಾರೆ. ಸಂಸತ್‌ನಲ್ಲಿ 'ಜೈ ಸಂವಿಧಾನ' (ಸಂವಿಧಾನಕ್ಕೆ ಜಯ) ಎಂಬ ಘೋಷಣೆ ಕೂಗುವುದನ್ನು ಆಕ್ಷೇಪಿಸಿರುವುದರ ವಿರುದ್ಧ ಪ್ರಶ್ನಿಸಿದ್ದಾರೆ. ಸಂವಿಧಾನದ ಹೆಸರಿನಲ್ಲಿ ಪ್ರಮಾಣ ವಚನ ಸ್ವೀಕರಿಸಿದ ಸಂಸದರು 'ಜೈ ಸಂವಿಧಾನ್' ಎನ್ನುವುದು ತಪ್ಪೇ ಎಂದು ಅವರು ಕೇಳಿದ್ದಾರೆ. 18ನೇ ಲೋಕಸಭೆಯ ಸದಸ್ಯರಾಗಿ ಶಶಿ ತರೂರ್ ಪ್ರಮಾಣ ವಚನ ಸ್ವೀಕರಿಸುವಾಗ 'ಜೈ ಸಂವಿಧಾನ್' ಎಂದು ಹೇಳಿದ್ದರು. ಈ ವೇಳೆ ಸ್ಪೀಕರ್ ಅವರು ಇದು ಅನಗತ್ಯ ಎಂದು ತಿಳಿಸಿದ್ದರು. ಆಡಳಿತ ಪಕ್ಷದ ಸಂಸದರು ಸಂವಿಧಾನ ವಿರೋಧಿ ಘೋಷಣೆ ಕೂಗಿದಾಗ ಸ್ಪೀಕರ್ ಮೌನ ವಹಿಸಿದ್ದರು ಎಂದು ಪ್ರಿಯಾಂಕಾ ಟೀಕಿಸಿದ್ದಾರೆ. ಸಂವಿಧಾನ ಇಡೀ ದೇಶದ ಆತ್ಮವಾಗಿದೆ. ಅದನ್ನು ರಕ್ಷಿಸುವುದು ನಮ್ಮ ಕರ್ತವ್ಯ ಎಂದಿದ್ದಾರೆ.	[547, 2022, 809, 2241]
person-head	[449, 1469, 493, 1520]
person-head	[375, 2044, 445, 2129]
article-defence	[359, 1099, 1202, 1324]
sun-icon: ☀	[1272, 23, 1293, 50]
body-text: ಬಿಸಿಲಿನ ಬೇಗೆಯಿಂದ ತತ್ತರಿಸಿದ್ದ ದೆಹಲಿಗೆ ಶುಕ್ರವಾರ ಮುಂಗಾರು ಪ್ರವೇಶಿಸಿದೆ. ಮೊದಲ ದಿನವೇ 88 ವರ್ಷಗಳ ದಾಖಲೆಯ 23 ಸೆ.ಮೀ. ಮಳೆಯಾಗಿದ್ದು, ರಾಜಧಾನಿಯಲ್ಲಿ ಪ್ರವಾಹ ಸೃಷ್ಟಿಯಾಗಿದೆ. 88 ವರ್ಷಗಳ ಬಳಿಕ ಸುರಿದ ವರ್ಷಧಾರೆಗೆ ತತ್ತರಿಸಿ ಹೋಗಿದೆ. ಮುಂಜಾನೆ 4 ಗಂಟೆಯಿಂದ 8.30 ಗಂಟೆಯವರೆಗೆ ಮಳೆ ಸುರಿದಿದ್ದು, ದೆಹಲಿಯ ಪ್ರಮುಖ ಭಾಗಗಳು ಜಲಾವೃತಗೊಂಡಿವೆ. ಪ್ರದೇಶಗಳು ಜಲಾವೃತಗೊಂಡಿವೆ. 8 ಮತ್ತು 10 ವರ್ಷದ ಇಬ್ಬರು ಬಾಲಕರು ನೀರಿನಲ್ಲಿ ಮುಳುಗಿ ಮೃತಪಟ್ಟಿದ್ದಾರೆ. ದೆಹಲಿ ವಿಮಾನ ನಿಲ್ದಾಣದ ಟರ್ಮಿನಲ್ ಮೇಲ್ಛಾವಣಿ ಕುಸಿದು ಒಬ್ಬರು ಮೃತಪಟ್ಟಿದ್ದು, ಹಲವರು ಗಾಯಗೊಂಡಿದ್ದಾರೆ. ಮಿಂಟೋ ರಸ್ತೆ, ಐಟಿಒ ಪ್ರದೇಶಗಳು ಸಂಪೂರ್ಣ ಜಲಾವೃತವಾಗಿದ್ದು, ಸಂಚಾರ ಅಸ್ತವ್ಯಸ್ತಗೊಂಡಿದೆ. ಸಫ್ದರ್‌ಜಂಗ್ ಸ್ವಯಂಚಾಲಿತ ಹವಾಮಾನ ಕೇಂದ್ರದಲ್ಲಿ 24 ಗಂಟೆಗಳಲ್ಲಿ 228.1 ಮಿ.ಮೀ ಮಳೆ ದಾಖಲಾಗಿದ್ದು, ಇದು 1936 ರಿಂದ ಜೂನ್ ತಿಂಗಳಿನಲ್ಲಿ ದಾಖಲಾದ ಅತಿ ಹೆಚ್ಚು ಮಳೆಯಾಗಿದೆ. 88 ವರ್ಷಗಳ ಬಳಿಕ ದೆಹಲಿಯಲ್ಲಿ ಒಂದೇ ದಿನ ಭಾರಿ ಪ್ರಮಾಣದ ಮಳೆಯಾಗಿದೆ. ಮುಂಗಾರು ಅವಧಿಯ ಜೂನ್ ತಿಂಗಳ ಸರಾಸರಿ 80.6 ಮಿ.ಮೀ ಮಳೆಯಾಗುತ್ತದೆ. ಆದರೆ, 24 ಗಂಟೆ ಅವಧಿಯಲ್ಲಿ ಅದಕ್ಕಿಂತ ಹೆಚ್ಚು ಮಳೆ ಸುರಿದಿದೆ.	[359, 663, 642, 956]
article-body-continued	[1027, 2202, 1291, 2404]
dateline: ನವದೆಹಲಿ:	[359, 663, 401, 677]
body-text: ಕಾಂಗ್ರೆಸ್ ಪ್ರಧಾನ ಕಾರ್ಯದರ್ಶಿ ಪ್ರಿಯಾಂಕಾ ಗಾಂಧಿ ವಾದ್ರಾ ಅವರು ಶುಕ್ರವಾರ ಲೋಕಸಭೆ ಸ್ಪೀಕರ್ ಓಂ ಬಿರ್ಲಾ ಅವರನ್ನು ತರಾಟೆಗೆ ತೆಗೆದುಕೊಂಡಿದ್ದಾರೆ. ಸಂಸತ್‌ನಲ್ಲಿ 'ಜೈ ಸಂವಿಧಾನ' (ಸಂವಿಧಾನಕ್ಕೆ ಜಯ) ಎಂಬ ಘೋಷಣೆ ಕೂಗುವುದನ್ನು ಆಕ್ಷೇಪಿಸಿರುವುದರ ವಿರುದ್ಧ ಪ್ರಶ್ನಿಸಿದ್ದಾರೆ. ಸಂವಿಧಾನದ ಹೆಸರಿನಲ್ಲಿ ಪ್ರಮಾಣ ವಚನ ಸ್ವೀಕರಿಸಿದ ಸಂಸದರು 'ಜೈ ಸಂವಿಧಾನ್' ಎನ್ನುವುದು ತಪ್ಪೇ ಎಂದು ಅವರು ಕೇಳಿದ್ದಾರೆ. 18ನೇ ಲೋಕಸಭೆಯ ಸದಸ್ಯರಾಗಿ ಶಶಿ ತರೂರ್ ಪ್ರಮಾಣ ವಚನ ಸ್ವೀಕರಿಸುವಾಗ 'ಜೈ ಸಂವಿಧಾನ್' ಎಂದು ಹೇಳಿದ್ದರು. ಈ ವೇಳೆ ಸ್ಪೀಕರ್ ಅವರು ಇದು ಅನಗತ್ಯ ಎಂದು ತಿಳಿಸಿದ್ದರು. ಆಡಳಿತ ಪಕ್ಷದ ಸಂಸದರು ಸಂವಿಧಾನ ವಿರೋಧಿ ಘೋಷಣೆ ಕೂಗಿದಾಗ ಸ್ಪೀಕರ್ ಮೌನ ವಹಿಸಿದ್ದರು ಎಂದು ಪ್ರಿಯಾಂಕಾ ಟೀಕಿಸಿದ್ದಾರೆ. ಸಂವಿಧಾನ ಇಡೀ ದೇಶದ	[281, 2204, 538, 2404]
dateline: ಅಮೆರಿಕ:	[598, 1435, 633, 1449]
article-body	[9, 1437, 149, 1732]
row-rule	[8, 520, 1204, 523]
article-body	[359, 660, 642, 1087]
body-text: ಅಂತಾರಾಷ್ಟ್ರೀಯ ಬಾಹ್ಯಾಕಾಶ ನಿಲ್ದಾಣದಲ್ಲಿ ತುರ್ತು ಪರಿಸ್ಥಿತಿ ಉಂಟಾಗಿದೆ. ನಿಲ್ದಾಣದ ವಿಶ್ವದ ಬಳಿ ಉಪಗ್ರಹ ಛಿದ್ರವಾಗಿದ ಬಗ್ಗೆ ನಾಸಾ ಎಚ್ಚರಿಕೆ ನೀಡಿದ್ದು, ತಕ್ಷಣವೇ ಗಗನಯಾತ್ರಿಗಳಾದ ಸುನೀತಾ ವಿಲಿಯಮ್ಸ್ ಮತ್ತು ಬುಚ್ ವಿಲ್ಮೋರ್ ಅವರಿಗೆ ಬೋಯಿಂಗ್ ಸ್ಟಾರ್‌ಲೈನರ್ ಬಾಹ್ಯಾಕಾಶ ನೌಕೆಯಲ್ಲಿ ಆಶ್ರಯ ಪಡೆಯುವಂತೆ ಆದೇಶಿಸಲಾಗಿದೆ. ಬಾಹ್ಯಾಕಾಶ ಅವಶೇಷಗಳು ಕಕ್ಷೆಯಲ್ಲಿರುವ ಪ್ರಯೋಗಾಲಯಕ್ಕೆ ಬಡಿಯುವ ಬೆದರಿಕೆ ಹಾಕಿದ್ದರಿಂದ ತುರ್ತು ಆದೇಶವನ್ನು ಹೊರಡಿಸಲಾಗಿದೆ. ನಿಲ್ದಾಣದ ಸುರಕ್ಷತೆಯ ಮೇಲ್ವಿಚಾರಣೆಯನ್ನು ನಡೆಸಲಾಗುತ್ತಿದೆ ಎಂದು ನಾಸಾ ತಿಳಿಸಿದೆ. ಮುನ್ನೆಚ್ಚರಿಕೆ ಕ್ರಮವಾಗಿ ಸಿಬ್ಬಂದಿಯನ್ನು ಸುರಕ್ಷಿತ ಸ್ಥಳಕ್ಕೆ ಸ್ಥಳಾಂತರಿಸಲಾಗಿದೆ.	[9, 141, 444, 248]
article-neet-letter	[457, 101, 808, 517]
article-rain	[359, 528, 1202, 1087]
article-body-continued	[9, 1736, 580, 1864]
body-text: NEET-UG ಪ್ರಶ್ನೆ ಪತ್ರಿಕೆ ಸೋರಿಕೆ ಪ್ರಕರಣಕ್ಕೆ ಸಂಬಂಧಿಸಿದಂತೆ ಕೇಂದ್ರೀಯ ತನಿಖಾ ದಳ (ಸಿಬಿಐ) ಬಿಹಾರದ ಪಾಟ್ನಾದಲ್ಲಿ ಇಬ್ಬರು ಆರೋಪಿಗಳನ್ನು ಬಂಧಿಸಿದೆ. ಪಾಟ್ನಾ ನಿವಾಸಿ ಮನೀಶ್ ಕುಮಾರ್ ಮತ್ತು ಅಶುತೋಷ್ ಬಂಧಿತ ಆರೋಪಿಗಳು. ಮನೀಶ್ ಕುಮಾರ್ ತನ್ನ ಕಾರಿನಲ್ಲಿ ಆಕಾಂಕ್ಷಿಗಳನ್ನು ಖಾಲಿ ಶಾಲಾ ಕಟ್ಟಡಕ್ಕೆ ಕರೆದೊಯ್ದು ಸೋರಿಕೆಯಾದ ಪ್ರಶ್ನೆ ಪತ್ರಿಕೆಗಳನ್ನು ನೀಡಿದ್ದಾನೆ ಎಂದು ಆರೋಪಿಸಲಾಗಿದೆ. ಅಶುತೋಷ್ ವಿದ್ಯಾರ್ಥಿಗಳಿಗೆ ವಸತಿ ಒದಗಿಸಿದ್ದ. ಇವರಿಬ್ಬರನ್ನು ವಿಚಾರಣೆಗೆ ಕರೆಸಿದ ನಂತರ ಬಂಧಿಸಲಾಗಿದೆ. ಮೇ 5 ರಂದು ನಡೆದ ಪರೀಕ್ಷೆಯಲ್ಲಿ ಅಕ್ರಮಗಳ ಆರೋಪದ ಹಿನ್ನೆಲೆಯಲ್ಲಿ ಕೇಂದ್ರ ಶಿಕ್ಷಣ ಸಚಿವಾಲಯವು ಪ್ರಕರಣವನ್ನು ಸಿಬಿಐಗೆ ಹಸ್ತಾಂತರಿಸಿತ್ತು. 24 ಲಕ್ಷ ವಿದ್ಯಾರ್ಥಿಗಳು ಪರೀಕ್ಷೆಗೆ ಹಾಜರಾಗಿದ್ದರು. ತನಿಖೆ ಮುಂದುವರಿದಿದೆ.	[1219, 830, 1520, 1012]
masthead-day: ಶನಿವಾರ	[1328, 56, 1366, 72]
row-rule	[8, 1872, 1523, 1874]
body-text: ಕಾಂಗ್ರೆಸ್ ಪ್ರಧಾನ ಕಾರ್ಯದರ್ಶಿ ಪ್ರಿಯಾಂಕಾ ಗಾಂಧಿ ವಾದ್ರಾ ಅವರು ಶುಕ್ರವಾರ ಲೋಕಸಭೆ ಸ್ಪೀಕರ್ ಓಂ ಬಿರ್ಲಾ ಅವರನ್ನು ತರಾಟೆಗೆ ತೆಗೆದುಕೊಂಡಿದ್ದಾರೆ. ಸಂಸತ್‌ನಲ್ಲಿ 'ಜೈ ಸಂವಿಧಾನ' (ಸಂವಿಧಾನಕ್ಕೆ ಜಯ) ಎಂಬ ಘೋಷಣೆ ಕೂಗುವುದನ್ನು ಆಕ್ಷೇಪಿಸಿರುವುದರ ವಿರುದ್ಧ ಪ್ರಶ್ನಿಸಿದ್ದಾರೆ. ಸಂವಿಧಾನದ ಹೆಸರಿನಲ್ಲಿ ಪ್ರಮಾಣ ವಚನ ಸ್ವೀಕರಿಸಿದ ಸಂಸದರು 'ಜೈ ಸಂವಿಧಾನ್' ಎನ್ನುವುದು ತಪ್ಪೇ ಎಂದು ಅವರು ಕೇಳಿದ್ದಾರೆ. 18ನೇ ಲೋಕಸಭೆಯ ಸದಸ್ಯರಾಗಿ ಶಶಿ ತರೂರ್ ಪ್ರಮಾಣ ವಚನ ಸ್ವೀಕರಿಸುವಾಗ 'ಜೈ ಸಂವಿಧಾನ್' ಎಂದು ಹೇಳಿದ್ದರು. ಈ ವೇಳೆ ಸ್ಪೀಕರ್ ಅವರು ಇದು ಅನಗತ್ಯ ಎಂದು ತಿಳಿಸಿದ್ದರು. ಆಡಳಿತ ಪಕ್ಷದ ಸಂಸದರು ಸಂವಿಧಾನ ವಿರೋಧಿ ಘೋಷಣೆ ಕೂಗಿದಾಗ ಸ್ಪೀಕರ್ ಮೌನ ವಹಿಸಿದ್ದರು ಎಂದು ಪ್ರಿಯಾಂಕಾ ಟೀಕಿಸಿದ್ದಾರೆ. ಸಂವಿಧಾನ ಇಡೀ ದೇಶದ ಆತ್ಮವಾಗಿದೆ. ಅದನ್ನು ರಕ್ಷಿಸುವುದು ನಮ್ಮ ಕರ್ತವ್ಯ ಎಂದಿದ್ದಾರೆ.	[9, 2022, 273, 2241]
article-neet-cbi	[1219, 736, 1520, 1319]
article-body-continued	[1299, 1985, 1520, 2404]
row-rule	[8, 1328, 1204, 1331]
article-body	[457, 185, 808, 517]
body-text: ಪ್ರೀತಿ ಕುರುಡು, ಪ್ರೀತಿಗೆ ಜಾತಿ-ಧರ್ಮ, ವಯಸ್ಸು ಯಾವುದೂ ಅಡ್ಡ ಬರುವುದಿಲ್ಲ ಎಂದು ಹೇಳುತ್ತಾರೆ. ಪ್ರೀತಿಯಲ್ಲಿ ಬಿದ್ದವರು ತಮ್ಮ ಪ್ರೀತಿಗಾಗಿ ಏನು ಬೇಕಾದರೂ ಮಾಡಲು ಸಿದ್ಧರಿರುತ್ತಾರೆ. ಇದಕ್ಕೆ ಸಾಕ್ಷಿ ಎಂಬಂತೆ ಇಲ್ಲೊಬ್ಬ ಯುವತಿ ತನ್ನ ಪ್ರಿಯಕರನಿಗಾಗಿ ದುಬಾರಿ ಶಸ್ತ್ರಚಿಕಿತ್ಸೆ ಮಾಡಿಸಿಕೊಂಡಿದ್ದಾಳೆ. 57 ವರ್ಷದ ಪ್ರಿಯಕರನ ಮನ ಒಲಿಸಲು ಆಕೆ ಬರೋಬ್ಬರಿ 1 ಕೋಟಿ ರೂ ಅಧಿಕ ರೂ. ಖರ್ಚು ಮಾಡಿ ಶಸ್ತ್ರಚಿಕಿತ್ಸೆ ಮಾಡಿಸಿಕೊಂಡಿದ್ದಾಳೆ. Limb Lengthening Surgery ಮೂಲಕ ಕಾಲುಗಳನ್ನು ಉದ್ದ ಮಾಡಿಸಿಕೊಂಡಿದ್ದಾಳೆ. ಜರ್ಮನಿಯ ಫ್ಲೇರಿಯಾ ಫಿಶರ್ (31) ಎಂಬ ಯುವತಿ ತನ್ನ ಪ್ರಿಯಕರ ಸೌಂದರ್ಯ ಚಿಕಿತ್ಸಕ ಕ್ಲಾಸ್ ಹೆಯ್ನ್ (57) ಗಾಗಿ ಈ ಸಾಹಸ ಮಾಡಿದ್ದಾಳೆ. ಆಕೆಯ ಎತ್ತರ ಹೆಚ್ಚಾಗಿ ಹೊಗಿದ್ದಾಳೆ.	[9, 1738, 580, 1827]
headline: ನೀಟ್ ಪರೀಕ್ಷೆ ರದ್ದುಪಡಿಸಿ ಪ್ರಧಾನಿಗೆ ಪತ್ರ ಬರೆದ ದೀದಿ!	[475, 101, 789, 165]
dateline: ನವದೆಹಲಿ:	[457, 187, 499, 201]
